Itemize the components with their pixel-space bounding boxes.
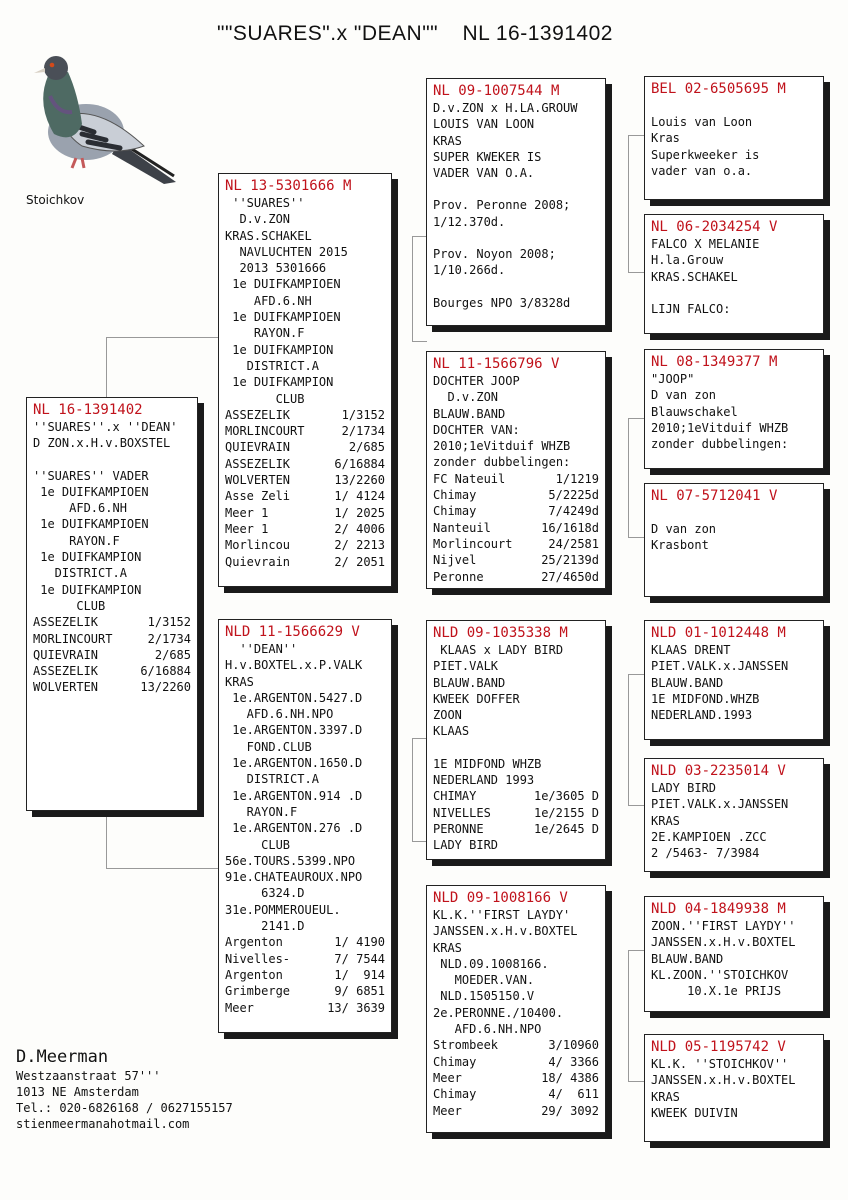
line: Louis van Loon [651,115,753,129]
line: 31e.POMMEROUEUL. [225,902,341,917]
owner-address: Westzaanstraat 57''' [16,1069,161,1083]
race: Morlincourt [433,536,513,551]
ring-number: NLD 11-1566629 V [225,624,360,640]
result-row [33,663,191,679]
place: 1/1219 [555,471,599,486]
line: NEDERLAND 1993 [433,773,535,788]
result-row [433,805,599,821]
line: H.v.BOXTEL.x.P.VALK [225,658,363,673]
pedigree-box-fm [426,351,606,589]
place: 13/ 3639 [327,1000,385,1015]
race: Meer [225,1000,254,1015]
line [651,505,817,521]
line: KRAS [433,940,462,955]
line: KRAS.SCHAKEL [651,269,738,284]
line: Bourges NPO 3/8328d [433,295,571,310]
connector [628,418,645,538]
line: NAVLUCHTEN 2015 [225,244,348,259]
place: 5/2225d [548,488,599,503]
race: QUIEVRAIN [225,440,291,455]
ring-number: NL 06-2034254 V [651,219,778,235]
line: CLUB [225,837,291,852]
result-row [225,983,385,999]
line: D van zon [651,522,717,536]
line: 1e DUIFKAMPIOEN [33,484,149,499]
race: NIVELLES [433,805,491,820]
race: Chimay [433,504,477,519]
line: 1/10.266d. [433,263,506,278]
connector [628,674,645,806]
line [433,230,599,246]
race: ASSEZELIK [33,664,99,679]
line: ''SUARES'' VADER [33,468,149,483]
line: BLAUW.BAND [433,406,506,421]
connector [106,337,219,400]
line: KRAS.SCHAKEL [225,228,312,243]
line: LADY BIRD [651,781,717,795]
ring-number: BEL 02-6505695 M [651,81,786,97]
place: 2/685 [348,440,385,455]
race: Asse Zeli [225,489,291,504]
line: Blauwschakel [651,404,738,419]
owner-contact [16,1046,233,1132]
line [433,279,599,295]
race: QUIEVRAIN [33,647,99,662]
line: 1e.ARGENTON.1650.D [225,756,363,771]
line: AFD.6.NH [33,501,127,516]
line: KWEEK DOFFER [433,691,520,706]
place: 18/ 4386 [541,1070,599,1085]
line: 56e.TOURS.5399.NPO [225,853,356,868]
line: D van zon [651,388,717,403]
result-row [433,503,599,519]
line: KRAS [651,1089,680,1104]
place: 2/ 2213 [334,538,385,553]
race: Chimay [433,1054,477,1069]
line: vader van o.a. [651,163,753,178]
bird-caption: Stoichkov [26,193,85,207]
ring-number: NLD 04-1849938 M [651,901,786,917]
place: 1/ 914 [334,967,385,982]
ring-number: NL 08-1349377 M [651,354,778,370]
race: ASSEZELIK [225,407,291,422]
place: 7/4249d [548,504,599,519]
line: KL.ZOON.''STOICHKOV [651,967,789,982]
place: 2/ 2051 [334,554,385,569]
line: 2E.KAMPIOEN .ZCC [651,829,767,844]
pedigree-box-subject [26,397,198,811]
line: Kras [651,131,680,146]
owner-phone: Tel.: 020-6826168 / 0627155157 [16,1101,233,1115]
place: 13/2260 [140,680,191,695]
line: 2 /5463- 7/3984 [651,846,760,861]
place: 24/2581 [548,536,599,551]
place: 2/1734 [147,631,191,646]
line [651,285,817,301]
line: Superkweeker is [651,147,760,162]
place: 27/4650d [541,569,599,584]
line: 2013 5301666 [225,261,327,276]
line: Prov. Noyon 2008; [433,247,556,262]
place: 13/2260 [334,473,385,488]
line: NEDERLAND.1993 [651,708,753,723]
line: 1E MIDFOND WHZB [433,756,542,771]
result-row [433,1086,599,1102]
line: BLAUW.BAND [433,675,506,690]
result-row [225,488,385,504]
owner-name: D.Meerman [16,1047,109,1067]
line: DISTRICT.A [225,358,319,373]
place: 6/16884 [140,664,191,679]
race: CHIMAY [433,789,477,804]
pedigree-box-mmf [644,896,824,1012]
place: 4/ 611 [548,1087,599,1102]
result-row [225,456,385,472]
race: WOLVERTEN [33,680,99,695]
connector [412,738,427,842]
pigeon-icon [24,34,184,184]
line: 1e DUIFKAMPIOEN [225,310,341,325]
line: MOEDER.VAN. [433,973,535,988]
line: KLAAS DRENT [651,643,731,657]
line: 2e.PERONNE./10400. [433,1005,564,1020]
line: H.la.Grouw [651,253,724,268]
title-ring: NL 16-1391402 [462,22,613,45]
line: JANSSEN.x.H.v.BOXTEL [651,935,796,950]
race: Meer [433,1103,462,1118]
race: Chimay [433,1087,477,1102]
pedigree-box-mfm [644,758,824,872]
pedigree-box-father [218,173,392,587]
line [651,98,817,114]
race: Nivelles- [225,951,291,966]
line: CLUB [225,391,305,406]
result-row [433,471,599,487]
line: KRAS [651,813,680,828]
line [433,181,599,197]
result-row [225,439,385,455]
result-row [225,554,385,570]
result-row [433,520,599,536]
line: KL.K. ''STOICHKOV'' [651,1057,789,1071]
race: Meer 1 [225,505,269,520]
place: 2/1734 [341,424,385,439]
line: RAYON.F [225,326,305,341]
result-row [225,472,385,488]
line: zonder dubbelingen: [433,455,571,470]
line: 1e DUIFKAMPION [225,342,334,357]
line: BLAUW.BAND [651,951,724,966]
line: NLD.09.1008166. [433,956,549,971]
line: 1e.ARGENTON.914 .D [225,788,363,803]
line: KRAS [225,674,254,689]
line: 91e.CHATEAUROUX.NPO [225,870,363,885]
result-row [433,552,599,568]
line: 6324.D [225,886,305,901]
result-row [225,967,385,983]
place: 6/16884 [334,456,385,471]
place: 1/3152 [147,615,191,630]
place: 1e/2645 D [533,821,599,836]
result-row [433,821,599,837]
result-row [225,951,385,967]
line: ZOON [433,708,462,723]
pedigree-box-ff [426,78,606,326]
ring-number: NLD 09-1008166 V [433,890,568,906]
line: 2010;1eVitduif WHZB [433,439,571,454]
race: Morlincou [225,538,291,553]
place: 16/1618d [541,520,599,535]
place: 3/10960 [548,1038,599,1053]
place: 7/ 7544 [334,951,385,966]
ring-number: NL 09-1007544 M [433,83,560,99]
connector [628,950,645,1082]
line: 1e.ARGENTON.276 .D [225,821,363,836]
pedigree-box-fff [644,76,824,200]
race: PERONNE [433,821,484,836]
line: LOUIS VAN LOON [433,117,535,132]
place: 1/3152 [341,407,385,422]
line: Krasbont [651,538,709,553]
ring-number: NL 16-1391402 [33,402,143,418]
line: 1e DUIFKAMPIOEN [33,517,149,532]
line: PIET.VALK [433,659,499,674]
place: 1/ 4190 [334,935,385,950]
line: LIJN FALCO: [651,301,731,316]
line: ''SUARES''.x ''DEAN' [33,420,178,434]
line: 1/12.370d. [433,214,506,229]
pedigree-box-mff [644,620,824,740]
result-row [33,647,191,663]
connector [106,812,219,869]
line: "JOOP" [651,372,695,386]
line: FOND.CLUB [225,739,312,754]
result-row [433,1037,599,1053]
result-row [433,536,599,552]
line: RAYON.F [225,804,298,819]
race: ASSEZELIK [33,615,99,630]
line: KLAAS [433,724,470,739]
line: 1e DUIFKAMPIOEN [225,277,341,292]
result-row [33,631,191,647]
result-row [433,788,599,804]
race: ASSEZELIK [225,456,291,471]
pedigree-box-fmf [644,349,824,469]
line: DISTRICT.A [33,566,127,581]
line: KLAAS x LADY BIRD [433,643,564,657]
ring-number: NL 13-5301666 M [225,178,352,194]
line: LADY BIRD [433,838,499,853]
result-row [225,934,385,950]
place: 2/ 4006 [334,521,385,536]
place: 1e/3605 D [533,789,599,804]
owner-city: 1013 NE Amsterdam [16,1085,139,1099]
ring-number: NLD 09-1035338 M [433,625,568,641]
line: DOCHTER JOOP [433,374,520,388]
line: ''DEAN'' [225,642,298,656]
place: 9/ 6851 [334,984,385,999]
race: Grimberge [225,984,291,999]
ring-number: NL 11-1566796 V [433,356,560,372]
line: D ZON.x.H.v.BOXSTEL [33,436,171,451]
line: 10.X.1e PRIJS [651,984,782,999]
line: JANSSEN.x.H.v.BOXTEL [651,1073,796,1088]
line: 2010;1eVitduif WHZB [651,420,789,435]
race: Peronne [433,569,484,584]
race: Argenton [225,967,283,982]
line: FALCO X MELANIE [651,237,760,251]
place: 25/2139d [541,553,599,568]
result-row [433,1070,599,1086]
line: JANSSEN.x.H.v.BOXTEL [433,924,578,939]
line: PIET.VALK.x.JANSSEN [651,797,789,812]
race: Nanteuil [433,520,491,535]
result-row [225,1000,385,1016]
race: Meer [433,1070,462,1085]
line: 1e.ARGENTON.3397.D [225,723,363,738]
ring-number: NL 07-5712041 V [651,488,778,504]
pedigree-box-mmm [644,1034,824,1142]
result-row [225,521,385,537]
line: zonder dubbelingen: [651,437,789,452]
place: 4/ 3366 [548,1054,599,1069]
race: MORLINCOURT [225,424,305,439]
race: Argenton [225,935,283,950]
result-row [225,423,385,439]
line: CLUB [33,598,106,613]
pedigree-box-mm [426,885,606,1133]
result-row [225,505,385,521]
line: PIET.VALK.x.JANSSEN [651,659,789,674]
line: NLD.1505150.V [433,989,535,1004]
race: Meer 1 [225,521,269,536]
line: Prov. Peronne 2008; [433,198,571,213]
title-names: ""SUARES".x "DEAN"" [217,22,439,45]
line: DOCHTER VAN: [433,422,520,437]
pedigree-box-fmm [644,483,824,597]
pedigree-box-mf [426,620,606,860]
line: DISTRICT.A [225,772,319,787]
line [433,740,599,756]
line [33,452,191,468]
line: ''SUARES'' [225,196,305,210]
pedigree-box-mother [218,619,392,1033]
race: Strombeek [433,1038,499,1053]
connector [628,135,645,273]
line: AFD.6.NH.NPO [433,1022,542,1037]
line: D.v.ZON [433,390,499,405]
race: WOLVERTEN [225,473,291,488]
line: 1E MIDFOND.WHZB [651,691,760,706]
line: ZOON.''FIRST LAYDY'' [651,919,796,933]
race: MORLINCOURT [33,631,113,646]
place: 1/ 4124 [334,489,385,504]
result-row [33,614,191,630]
race: Nijvel [433,553,477,568]
line: 1e DUIFKAMPION [33,582,142,597]
ring-number: NLD 03-2235014 V [651,763,786,779]
pedigree-box-ffm [644,214,824,334]
line: 1e DUIFKAMPION [33,550,142,565]
line: KWEEK DUIVIN [651,1105,738,1120]
line: RAYON.F [33,533,120,548]
result-row [33,679,191,695]
line: AFD.6.NH.NPO [225,707,334,722]
race: FC Nateuil [433,471,506,486]
line: BLAUW.BAND [651,675,724,690]
line: D.v.ZON x H.LA.GROUW [433,101,578,115]
line: KL.K.''FIRST LAYDY' [433,908,571,922]
result-row [225,407,385,423]
line: 1e.ARGENTON.5427.D [225,690,363,705]
owner-email: stienmeermanahotmail.com [16,1117,190,1131]
result-row [433,1054,599,1070]
place: 1e/2155 D [533,805,599,820]
result-row [433,487,599,503]
line: D.v.ZON [225,212,291,227]
line: AFD.6.NH [225,293,312,308]
line: KRAS [433,133,462,148]
result-row [433,569,599,585]
result-row [433,1103,599,1119]
ring-number: NLD 05-1195742 V [651,1039,786,1055]
place: 1/ 2025 [334,505,385,520]
line: VADER VAN O.A. [433,166,535,181]
race: Chimay [433,488,477,503]
ring-number: NLD 01-1012448 M [651,625,786,641]
line: 1e DUIFKAMPION [225,375,334,390]
race: Quievrain [225,554,291,569]
place: 29/ 3092 [541,1103,599,1118]
result-row [225,537,385,553]
connector [412,236,427,342]
line: SUPER KWEKER IS [433,149,542,164]
place: 2/685 [154,647,191,662]
line: 2141.D [225,919,305,934]
